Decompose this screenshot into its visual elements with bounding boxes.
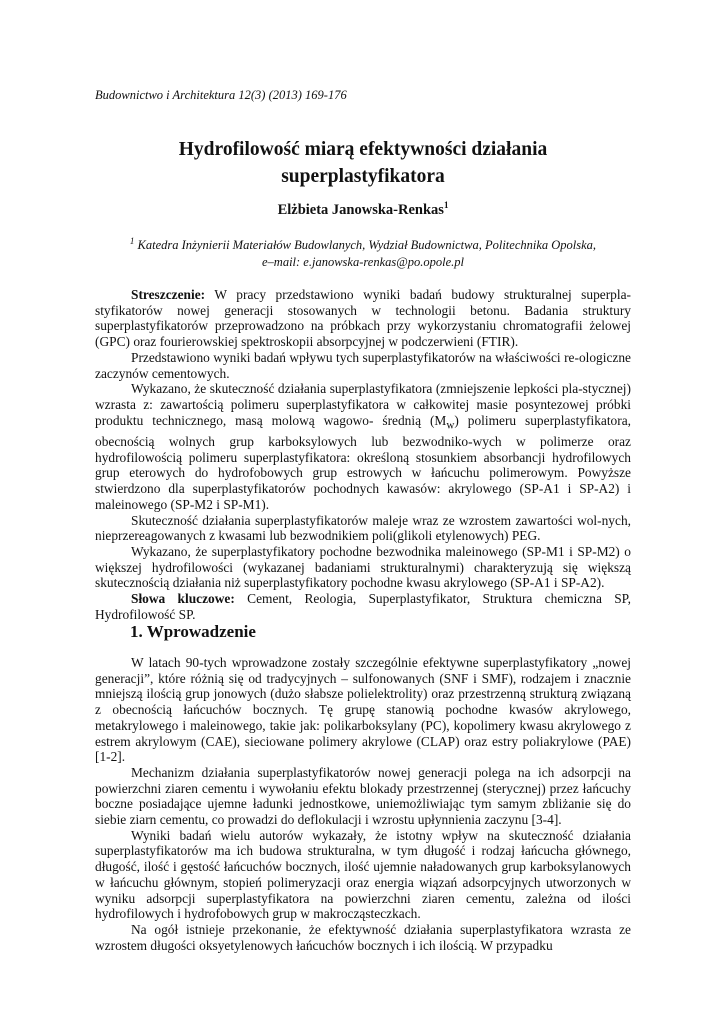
title-line-2: superplastyfikatora	[281, 166, 445, 187]
abstract-paragraph-3	[95, 381, 631, 512]
keywords	[95, 591, 631, 622]
keywords-label: Słowa kluczowe:	[131, 591, 235, 607]
subscript-w: w	[446, 419, 455, 432]
keywords-text: Cement, Reologia, Superplastyfikator, Struktura chemiczna SP, Hydrofilowość SP.	[95, 591, 631, 622]
journal-reference: Budownictwo i Architektura 12(3) (2013) 169-176	[95, 88, 347, 102]
author-superscript: 1	[443, 200, 449, 210]
affiliation-text: Katedra Inżynierii Materiałów Budowlanych, Wydział Budownictwa, Politechnika Opolska,	[137, 238, 597, 253]
intro-paragraph-2: Mechanizm działania superplastyfikatorów nowej generacji polega na ich adsorpcji na powierzchni ziaren cementu i wywołaniu efektu blokady przestrzennej (sterycznej) przez łańcuchy boczne posiadające ujemne ładunki jednostkowe, uniemożliwiając tym samym zbliżanie się do siebie ziarn cementu, co prowadzi do deflokulacji i wzrostu upłynnienia zaczynu [3-4].	[95, 764, 631, 828]
abstract-text-3b: ) polimeru superplastyfikatora, obecnością wolnych grup karboksylowych lub bezwodniko-wych w polimerze oraz hydrofilowością polimeru superplastyfikatora: określoną stosunkiem absorbancji hydrofilowych grup eterowych do hydrofobowych grup estrowych w łańcuchu polimerowym. Powyższe stwierdzono dla superplastyfikatorów pochodnych kawasów: akrylowego (SP-A1 i SP-A2) i maleinowego (SP-M2 i SP-M1).	[95, 412, 631, 512]
intro-paragraph-3: Wyniki badań wielu autorów wykazały, że istotny wpływ na skuteczność działania superplastyfikatorów ma ich budowa strukturalna, w tym długość i rodzaj łańcucha głównego, długość, ilość i gęstość łańcuchów bocznych, ilość ujemnie naładowanych grup karboksylanowych w łańcuchu głównym, stopień polimeryzacji oraz energia wiązań adsorpcyjnych utworzonych w wyniku adsorpcji superplastyfikatora na powierzchni ziaren cementu, zależna od ilości hydrofilowych i hydrofobowych grup w makrocząsteczkach.	[95, 827, 631, 922]
paper-title	[95, 136, 631, 190]
abstract-text-1: W pracy przedstawiono wyniki badań budowy strukturalnej superpla-styfikatorów nowej generacji stosowanych w technologii betonu. Badania struktury superplastyfikatorów przeprowadzono na próbkach przy wykorzystaniu chromatografii żelowej (GPC) oraz fourierowskiej spektroskopii absorpcyjnej w podczerwieni (FTIR).	[95, 287, 631, 350]
author-name: Elżbieta Janowska-Renkas	[277, 201, 444, 218]
abstract-paragraph-5: Wykazano, że superplastyfikatory pochodne bezwodnika maleinowego (SP-M1 i SP-M2) o większej hydrofilowości (wykazanej badaniami strukturalnymi) charakteryzują się większą skutecznością działania niż superplastyfikatory pochodne kwasu akrylowego (SP-A1 i SP-A2).	[95, 543, 631, 591]
introduction	[95, 655, 631, 953]
title-line-1: Hydrofilowość miarą efektywności działania	[178, 139, 548, 160]
intro-paragraph-1: W latach 90-tych wprowadzone zostały szczególnie efektywne superplastyfikatory „nowej generacji”, które różnią się od tradycyjnych – sulfonowanych (SNF i SMF), rodzajem i znacznie mniejszą ilością grup jonowych (dużo słabsze polielektrolity) oraz przestrzenną strukturą związaną z obecnością łańcuchów bocznych. Tę grupę stanowią pochodne kwasów akrylowego, metakrylowego i maleinowego, takie jak: polikarboksylany (PC), kopolimery kwasu akrylowego z estrem akrylowym (CAE), sieciowane polimery akrylowe (CLAP) oraz estry poliakrylowe (PAE) [1-2].	[95, 655, 631, 765]
affiliation-superscript: 1	[129, 236, 135, 246]
abstract-paragraph-1	[95, 287, 631, 350]
affiliation-line-1	[95, 233, 631, 254]
abstract-paragraph-4: Skuteczność działania superplastyfikatorów maleje wraz ze wzrostem zawartości wol-nych, nieprzereagowanych z kwasami lub bezwodnikiem poli(glikoli etylenowych) PEG.	[95, 512, 631, 544]
affiliation-email: e–mail: e.janowska-renkas@po.opole.pl	[262, 255, 464, 270]
author	[95, 200, 631, 219]
affiliation	[95, 233, 631, 271]
abstract	[95, 287, 631, 622]
intro-paragraph-4: Na ogół istnieje przekonanie, że efektywność działania superplastyfikatora wzrasta ze wzrostem długości oksyetylenowych łańcuchów bocznych i ich ilością. W przypadku	[95, 921, 631, 953]
abstract-label: Streszczenie:	[131, 287, 206, 302]
abstract-paragraph-2: Przedstawiono wyniki badań wpływu tych superplastyfikatorów na właściwości re-ologiczne zaczynów cementowych.	[95, 349, 631, 381]
abstract-text-3a: Wykazano, że skuteczność działania superplastyfikatora (zmniejszenie lepkości pla-stycznej) wzrasta z: zawartością polimeru superplastyfikatora w całkowitej masie posyntezowej próbki produktu technicznego, masą molową wagowo- średnią (M	[95, 381, 631, 428]
section-heading: 1. Wprowadzenie	[130, 622, 256, 641]
